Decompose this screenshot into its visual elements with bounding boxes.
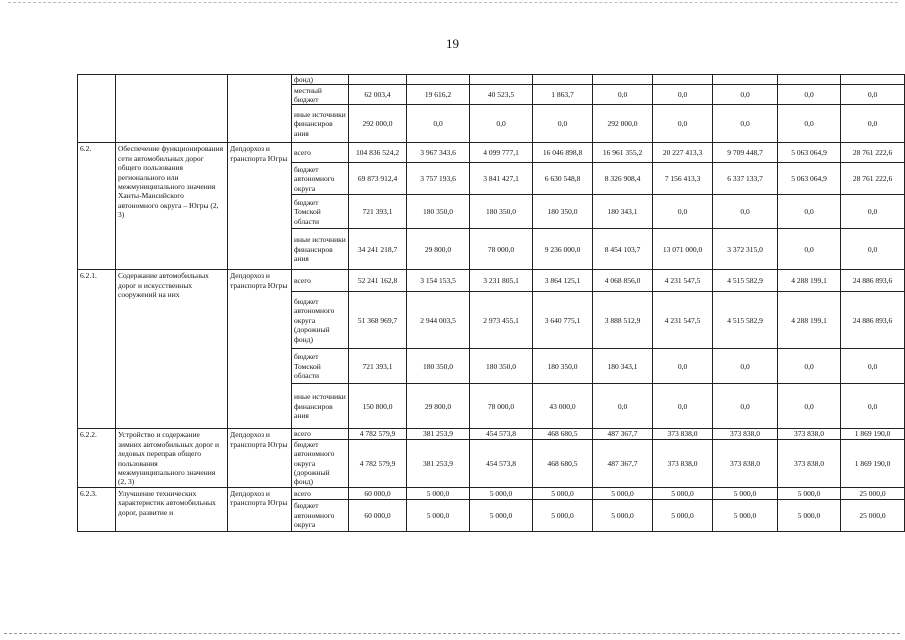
value-cell: 180 350,0 <box>533 195 593 229</box>
value-cell: 5 000,0 <box>778 487 841 499</box>
funding-source-cell: местный бюджет <box>292 85 349 105</box>
value-cell: 25 000,0 <box>841 487 905 499</box>
value-cell: 5 000,0 <box>470 499 533 531</box>
scan-edge-bottom <box>4 633 900 634</box>
value-cell: 0,0 <box>841 384 905 429</box>
budget-table <box>77 74 905 532</box>
value-cell: 4 099 777,1 <box>470 143 533 163</box>
value-cell: 487 367,7 <box>593 429 653 439</box>
value-cell: 0,0 <box>713 195 778 229</box>
value-cell: 292 000,0 <box>349 105 407 143</box>
value-cell: 292 000,0 <box>593 105 653 143</box>
value-cell: 69 873 912,4 <box>349 163 407 195</box>
value-cell: 5 000,0 <box>407 499 470 531</box>
value-cell: 0,0 <box>841 105 905 143</box>
value-cell: 381 253,9 <box>407 439 470 487</box>
value-cell: 5 000,0 <box>593 487 653 499</box>
value-cell: 0,0 <box>713 384 778 429</box>
value-cell: 28 761 222,6 <box>841 163 905 195</box>
value-cell: 0,0 <box>778 195 841 229</box>
value-cell: 468 680,5 <box>533 439 593 487</box>
value-cell: 78 000,0 <box>470 229 533 270</box>
value-cell: 6 630 548,8 <box>533 163 593 195</box>
executor-cell <box>228 75 292 143</box>
executor-cell: Депдорхоз и транспорта Югры <box>228 487 292 531</box>
value-cell: 381 253,9 <box>407 429 470 439</box>
value-cell: 0,0 <box>713 85 778 105</box>
value-cell: 5 000,0 <box>653 499 713 531</box>
value-cell: 0,0 <box>841 349 905 384</box>
value-cell: 373 838,0 <box>653 439 713 487</box>
value-cell: 28 761 222,6 <box>841 143 905 163</box>
value-cell: 16 961 355,2 <box>593 143 653 163</box>
value-cell: 2 973 455,1 <box>470 292 533 349</box>
code-cell: 6.2.1. <box>78 270 116 429</box>
table-row <box>78 270 905 292</box>
value-cell: 0,0 <box>653 85 713 105</box>
value-cell: 9 236 000,0 <box>533 229 593 270</box>
value-cell: 4 782 579,9 <box>349 429 407 439</box>
value-cell: 0,0 <box>778 85 841 105</box>
value-cell <box>349 75 407 85</box>
value-cell: 454 573,8 <box>470 429 533 439</box>
value-cell: 468 680,5 <box>533 429 593 439</box>
value-cell: 4 288 199,1 <box>778 270 841 292</box>
value-cell: 373 838,0 <box>778 429 841 439</box>
funding-source-cell: иные источники финансиров ания <box>292 105 349 143</box>
value-cell: 0,0 <box>533 105 593 143</box>
funding-source-cell: бюджет Томской области <box>292 195 349 229</box>
value-cell: 3 231 805,1 <box>470 270 533 292</box>
value-cell: 3 154 153,5 <box>407 270 470 292</box>
value-cell: 373 838,0 <box>713 439 778 487</box>
code-cell: 6.2.2. <box>78 429 116 487</box>
name-cell <box>116 75 228 143</box>
value-cell: 29 800,0 <box>407 229 470 270</box>
value-cell: 180 350,0 <box>407 349 470 384</box>
value-cell <box>778 75 841 85</box>
value-cell: 3 372 315,0 <box>713 229 778 270</box>
table-row <box>78 487 905 499</box>
value-cell: 34 241 218,7 <box>349 229 407 270</box>
value-cell: 8 326 908,4 <box>593 163 653 195</box>
funding-source-cell: иные источники финансиров ания <box>292 384 349 429</box>
value-cell: 5 063 064,9 <box>778 163 841 195</box>
value-cell: 78 000,0 <box>470 384 533 429</box>
value-cell: 24 886 893,6 <box>841 292 905 349</box>
executor-cell: Депдорхоз и транспорта Югры <box>228 143 292 270</box>
value-cell: 5 000,0 <box>407 487 470 499</box>
value-cell: 373 838,0 <box>653 429 713 439</box>
code-cell: 6.2. <box>78 143 116 270</box>
value-cell: 9 709 448,7 <box>713 143 778 163</box>
value-cell: 16 046 898,8 <box>533 143 593 163</box>
name-cell: Обеспечение функционирования сети автомобильных дорог общего пользования регионального или межмуниципального значения Ханты-Мансийского автономного округа – Югры (2, 3) <box>116 143 228 270</box>
value-cell: 0,0 <box>778 105 841 143</box>
value-cell: 1 869 190,0 <box>841 439 905 487</box>
page-number: 19 <box>446 36 459 51</box>
value-cell: 0,0 <box>470 105 533 143</box>
value-cell: 0,0 <box>713 105 778 143</box>
value-cell: 0,0 <box>713 349 778 384</box>
name-cell: Содержание автомобильных дорог и искусственных сооружений на них <box>116 270 228 429</box>
value-cell: 20 227 413,3 <box>653 143 713 163</box>
funding-source-cell: фонд) <box>292 75 349 85</box>
value-cell <box>533 75 593 85</box>
value-cell: 3 864 125,1 <box>533 270 593 292</box>
scan-edge-top <box>8 2 898 3</box>
name-cell: Улучшение технических характеристик автомобильных дорог, развитие и <box>116 487 228 531</box>
value-cell: 5 000,0 <box>593 499 653 531</box>
value-cell <box>407 75 470 85</box>
value-cell: 0,0 <box>653 195 713 229</box>
value-cell: 5 000,0 <box>533 487 593 499</box>
value-cell: 180 350,0 <box>533 349 593 384</box>
value-cell: 29 800,0 <box>407 384 470 429</box>
value-cell: 2 944 003,5 <box>407 292 470 349</box>
value-cell: 373 838,0 <box>713 429 778 439</box>
value-cell: 150 800,0 <box>349 384 407 429</box>
value-cell: 5 000,0 <box>713 487 778 499</box>
table-row <box>78 75 905 85</box>
funding-source-cell: всего <box>292 270 349 292</box>
value-cell: 0,0 <box>653 384 713 429</box>
value-cell: 180 343,1 <box>593 195 653 229</box>
value-cell: 0,0 <box>841 85 905 105</box>
value-cell: 487 367,7 <box>593 439 653 487</box>
value-cell: 0,0 <box>593 85 653 105</box>
value-cell: 721 393,1 <box>349 195 407 229</box>
value-cell: 0,0 <box>778 349 841 384</box>
value-cell: 1 869 190,0 <box>841 429 905 439</box>
value-cell: 5 000,0 <box>470 487 533 499</box>
value-cell: 51 368 969,7 <box>349 292 407 349</box>
value-cell: 43 000,0 <box>533 384 593 429</box>
value-cell <box>593 75 653 85</box>
value-cell: 1 863,7 <box>533 85 593 105</box>
value-cell: 3 640 775,1 <box>533 292 593 349</box>
value-cell: 0,0 <box>653 105 713 143</box>
value-cell: 0,0 <box>841 195 905 229</box>
value-cell: 3 967 343,6 <box>407 143 470 163</box>
code-cell: 6.2.3. <box>78 487 116 531</box>
funding-source-cell: всего <box>292 487 349 499</box>
value-cell: 4 515 582,9 <box>713 270 778 292</box>
value-cell <box>841 75 905 85</box>
value-cell: 0,0 <box>407 105 470 143</box>
value-cell: 13 071 000,0 <box>653 229 713 270</box>
executor-cell: Депдорхоз и транспорта Югры <box>228 270 292 429</box>
value-cell: 4 782 579,9 <box>349 439 407 487</box>
executor-cell: Депдорхоз и транспорта Югры <box>228 429 292 487</box>
funding-source-cell: бюджет автономного округа (дорожный фонд) <box>292 439 349 487</box>
value-cell: 3 888 512,9 <box>593 292 653 349</box>
value-cell: 62 003,4 <box>349 85 407 105</box>
funding-source-cell: иные источники финансиров ания <box>292 229 349 270</box>
value-cell: 60 000,0 <box>349 499 407 531</box>
value-cell: 3 841 427,1 <box>470 163 533 195</box>
value-cell: 180 350,0 <box>407 195 470 229</box>
funding-source-cell: всего <box>292 429 349 439</box>
value-cell: 4 515 582,9 <box>713 292 778 349</box>
funding-source-cell: бюджет автономного округа <box>292 499 349 531</box>
value-cell: 0,0 <box>778 384 841 429</box>
value-cell <box>470 75 533 85</box>
value-cell: 8 454 103,7 <box>593 229 653 270</box>
value-cell: 0,0 <box>778 229 841 270</box>
value-cell: 104 836 524,2 <box>349 143 407 163</box>
value-cell: 5 000,0 <box>778 499 841 531</box>
value-cell: 0,0 <box>841 229 905 270</box>
value-cell: 4 068 856,0 <box>593 270 653 292</box>
value-cell: 4 231 547,5 <box>653 292 713 349</box>
value-cell: 180 350,0 <box>470 195 533 229</box>
value-cell: 40 523,5 <box>470 85 533 105</box>
name-cell: Устройство и содержание зимних автомобильных дорог и ледовых переправ общего пользования межмуниципального значения (2, 3) <box>116 429 228 487</box>
value-cell: 454 573,8 <box>470 439 533 487</box>
code-cell <box>78 75 116 143</box>
value-cell: 4 231 547,5 <box>653 270 713 292</box>
value-cell: 5 000,0 <box>533 499 593 531</box>
table-row <box>78 429 905 439</box>
value-cell: 180 350,0 <box>470 349 533 384</box>
value-cell: 721 393,1 <box>349 349 407 384</box>
value-cell: 180 343,1 <box>593 349 653 384</box>
value-cell: 24 886 893,6 <box>841 270 905 292</box>
value-cell: 3 757 193,6 <box>407 163 470 195</box>
funding-source-cell: всего <box>292 143 349 163</box>
funding-source-cell: бюджет автономного округа <box>292 163 349 195</box>
funding-source-cell: бюджет автономного округа (дорожный фонд) <box>292 292 349 349</box>
table-row <box>78 143 905 163</box>
value-cell: 52 241 162,8 <box>349 270 407 292</box>
value-cell: 5 000,0 <box>713 499 778 531</box>
value-cell: 0,0 <box>653 349 713 384</box>
value-cell: 19 616,2 <box>407 85 470 105</box>
value-cell: 4 288 199,1 <box>778 292 841 349</box>
value-cell: 5 063 064,9 <box>778 143 841 163</box>
funding-source-cell: бюджет Томской области <box>292 349 349 384</box>
value-cell: 5 000,0 <box>653 487 713 499</box>
value-cell: 25 000,0 <box>841 499 905 531</box>
value-cell: 60 000,0 <box>349 487 407 499</box>
value-cell: 0,0 <box>593 384 653 429</box>
value-cell: 6 337 133,7 <box>713 163 778 195</box>
value-cell: 7 156 413,3 <box>653 163 713 195</box>
value-cell <box>713 75 778 85</box>
value-cell: 373 838,0 <box>778 439 841 487</box>
value-cell <box>653 75 713 85</box>
